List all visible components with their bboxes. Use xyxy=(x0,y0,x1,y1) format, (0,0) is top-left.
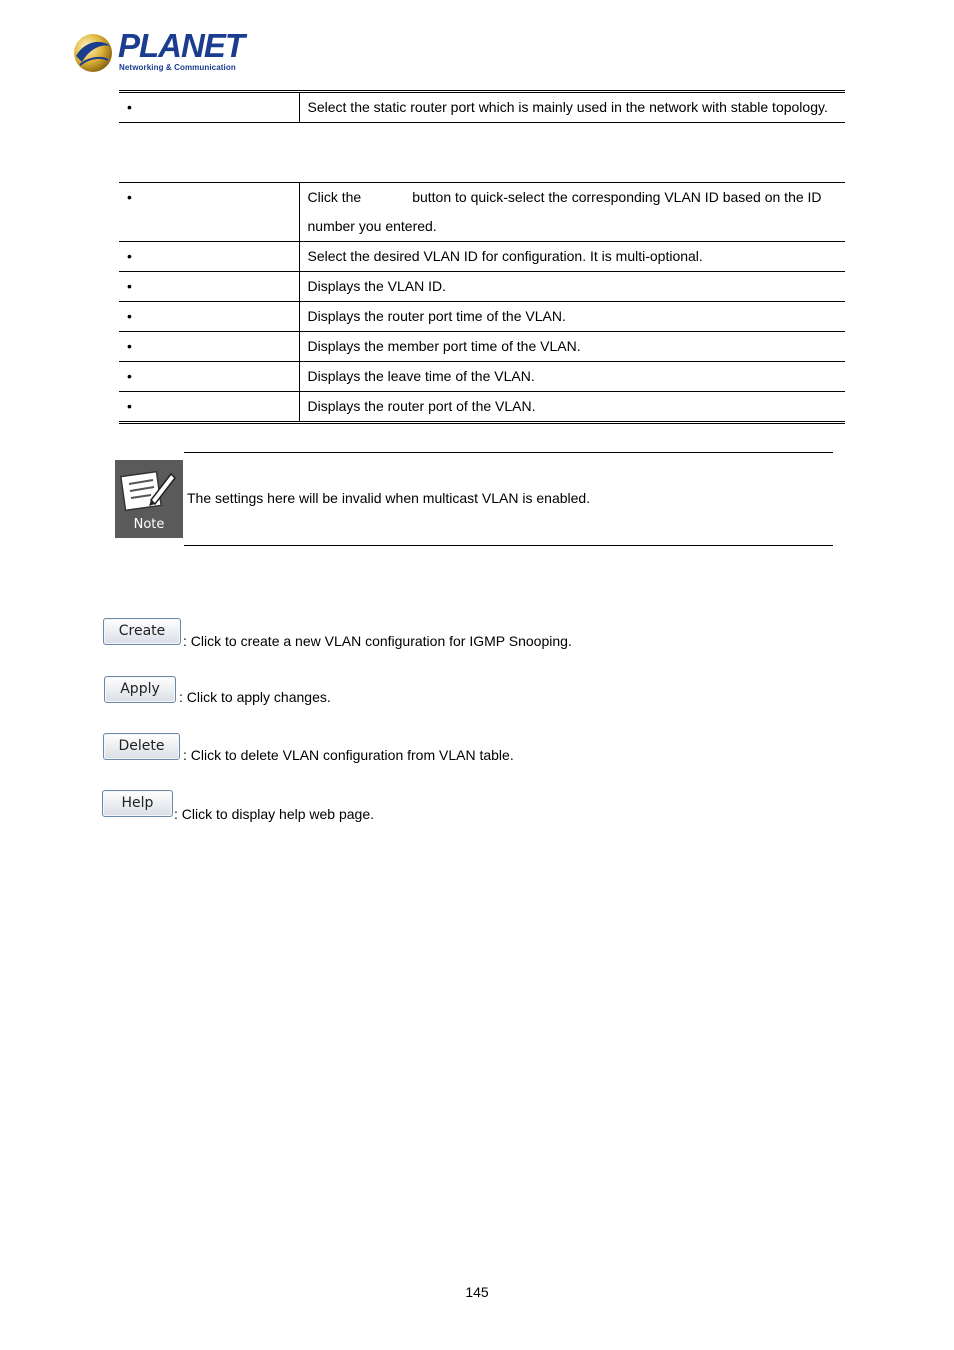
bullet: • xyxy=(127,99,132,115)
note-icon-label: Note xyxy=(133,517,165,532)
table-row xyxy=(119,183,845,242)
table-row xyxy=(119,392,845,423)
table-row xyxy=(119,302,845,332)
table-cell-item xyxy=(119,242,299,272)
desc-text-pre: Click the xyxy=(307,189,362,205)
table-row xyxy=(119,242,845,272)
bullet: • xyxy=(127,308,132,324)
note-text: The settings here will be invalid when multicast VLAN is enabled. xyxy=(187,490,591,506)
planet-logo xyxy=(72,27,244,76)
table-cell-item xyxy=(119,302,299,332)
table-row xyxy=(119,332,845,362)
table-cell-description: Displays the router port of the VLAN. xyxy=(307,398,536,414)
table-cell-description: Displays the leave time of the VLAN. xyxy=(307,368,535,384)
note-pad-icon xyxy=(115,460,183,538)
create-button-description: : Click to create a new VLAN configuration for IGMP Snooping. xyxy=(183,633,572,649)
logo-wordmark: PLANET xyxy=(118,27,244,64)
bullet: • xyxy=(127,338,132,354)
table-cell-item xyxy=(119,183,299,242)
table-cell-description: Select the static router port which is mainly used in the network with stable topology. xyxy=(307,99,828,115)
table-cell-item xyxy=(119,392,299,423)
bullet: • xyxy=(127,398,132,414)
bullet: • xyxy=(127,248,132,264)
help-button[interactable]: Help xyxy=(102,790,173,817)
bullet: • xyxy=(127,368,132,384)
table-cell-item xyxy=(119,332,299,362)
page-number: 145 xyxy=(465,1284,489,1300)
table-cell-item xyxy=(119,362,299,392)
logo-tagline: Networking & Communication xyxy=(119,63,236,72)
apply-button-description: : Click to apply changes. xyxy=(179,689,331,705)
vlan-table xyxy=(119,182,845,424)
delete-button[interactable]: Delete xyxy=(103,733,180,760)
help-button-description: : Click to display help web page. xyxy=(174,806,374,822)
table-cell-description: Displays the VLAN ID. xyxy=(307,278,446,294)
table-row xyxy=(119,92,845,123)
note-icon xyxy=(115,460,183,538)
table-cell-item xyxy=(119,92,299,123)
create-button[interactable]: Create xyxy=(103,618,181,645)
table-cell-item xyxy=(119,272,299,302)
globe-logo-icon xyxy=(72,32,114,74)
bullet: • xyxy=(127,278,132,294)
router-port-table xyxy=(119,90,845,123)
table-cell-description xyxy=(299,183,845,242)
note-divider-top xyxy=(184,452,833,453)
table-row xyxy=(119,272,845,302)
table-cell-description: Displays the router port time of the VLAN. xyxy=(307,308,566,324)
desc-text-post: button to quick-select the corresponding VLAN ID based on the ID number you entered. xyxy=(307,189,822,234)
table-row xyxy=(119,362,845,392)
table-cell-description: Select the desired VLAN ID for configuration. It is multi-optional. xyxy=(307,248,703,264)
delete-button-description: : Click to delete VLAN configuration from VLAN table. xyxy=(183,747,514,763)
apply-button[interactable]: Apply xyxy=(104,676,176,703)
bullet: • xyxy=(127,189,132,205)
note-divider-bottom xyxy=(184,545,833,546)
table-cell-description: Displays the member port time of the VLAN. xyxy=(307,338,581,354)
